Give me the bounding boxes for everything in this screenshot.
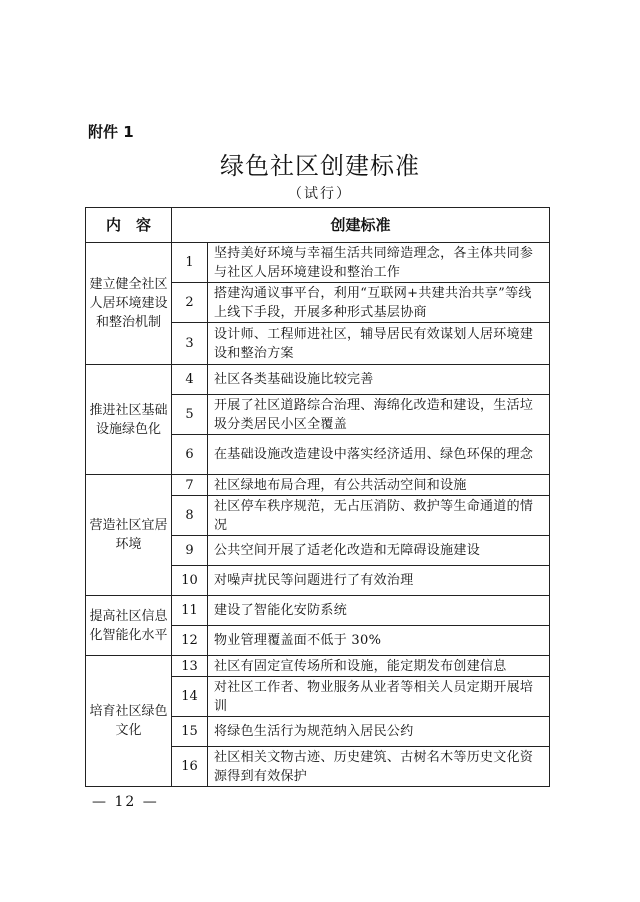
row-number: 16 [172, 747, 208, 787]
table-row [86, 365, 550, 395]
category-cell: 建立健全社区人居环境建设和整治机制 [86, 243, 172, 365]
category-cell: 推进社区基础设施绿色化 [86, 365, 172, 475]
attachment-label: 附件 1 [88, 123, 134, 141]
standards-table [85, 207, 550, 787]
row-number: 9 [172, 536, 208, 566]
row-number: 5 [172, 395, 208, 435]
row-text: 社区相关文物古迹、历史建筑、古树名木等历史文化资源得到有效保护 [208, 747, 550, 787]
table-header-row [86, 208, 550, 243]
row-text: 将绿色生活行为规范纳入居民公约 [208, 717, 550, 747]
row-text: 对噪声扰民等问题进行了有效治理 [208, 566, 550, 596]
row-number: 10 [172, 566, 208, 596]
category-cell: 培育社区绿色文化 [86, 656, 172, 787]
row-text: 社区各类基础设施比较完善 [208, 365, 550, 395]
table-row [86, 243, 550, 283]
document-title: 绿色社区创建标准 [220, 152, 420, 180]
row-text: 设计师、工程师进社区，辅导居民有效谋划人居环境建设和整治方案 [208, 323, 550, 365]
row-number: 11 [172, 596, 208, 626]
row-text: 物业管理覆盖面不低于 30% [208, 626, 550, 656]
row-number: 8 [172, 496, 208, 536]
row-text: 在基础设施改造建设中落实经济适用、绿色环保的理念 [208, 435, 550, 475]
row-text: 坚持美好环境与幸福生活共同缔造理念，各主体共同参与社区人居环境建设和整治工作 [208, 243, 550, 283]
table-row [86, 475, 550, 496]
row-text: 社区有固定宣传场所和设施，能定期发布创建信息 [208, 656, 550, 677]
row-text: 搭建沟通议事平台，利用“互联网+共建共治共享”等线上线下手段，开展多种形式基层协商 [208, 283, 550, 323]
row-text: 建设了智能化安防系统 [208, 596, 550, 626]
category-cell: 提高社区信息化智能化水平 [86, 596, 172, 656]
row-number: 12 [172, 626, 208, 656]
row-number: 1 [172, 243, 208, 283]
row-number: 15 [172, 717, 208, 747]
row-number: 2 [172, 283, 208, 323]
header-standard: 创建标准 [172, 208, 550, 243]
table-row [86, 596, 550, 626]
document-subtitle: （试行） [288, 186, 352, 202]
row-text: 社区停车秩序规范，无占压消防、救护等生命通道的情况 [208, 496, 550, 536]
row-text: 开展了社区道路综合治理、海绵化改造和建设，生活垃圾分类居民小区全覆盖 [208, 395, 550, 435]
row-number: 13 [172, 656, 208, 677]
row-number: 14 [172, 677, 208, 717]
row-number: 4 [172, 365, 208, 395]
row-number: 7 [172, 475, 208, 496]
row-number: 6 [172, 435, 208, 475]
row-text: 公共空间开展了适老化改造和无障碍设施建设 [208, 536, 550, 566]
table-row [86, 656, 550, 677]
page-number: — 12 — [92, 794, 159, 810]
row-text: 对社区工作者、物业服务从业者等相关人员定期开展培训 [208, 677, 550, 717]
row-number: 3 [172, 323, 208, 365]
category-cell: 营造社区宜居环境 [86, 475, 172, 596]
row-text: 社区绿地布局合理，有公共活动空间和设施 [208, 475, 550, 496]
header-content: 内 容 [86, 208, 172, 243]
